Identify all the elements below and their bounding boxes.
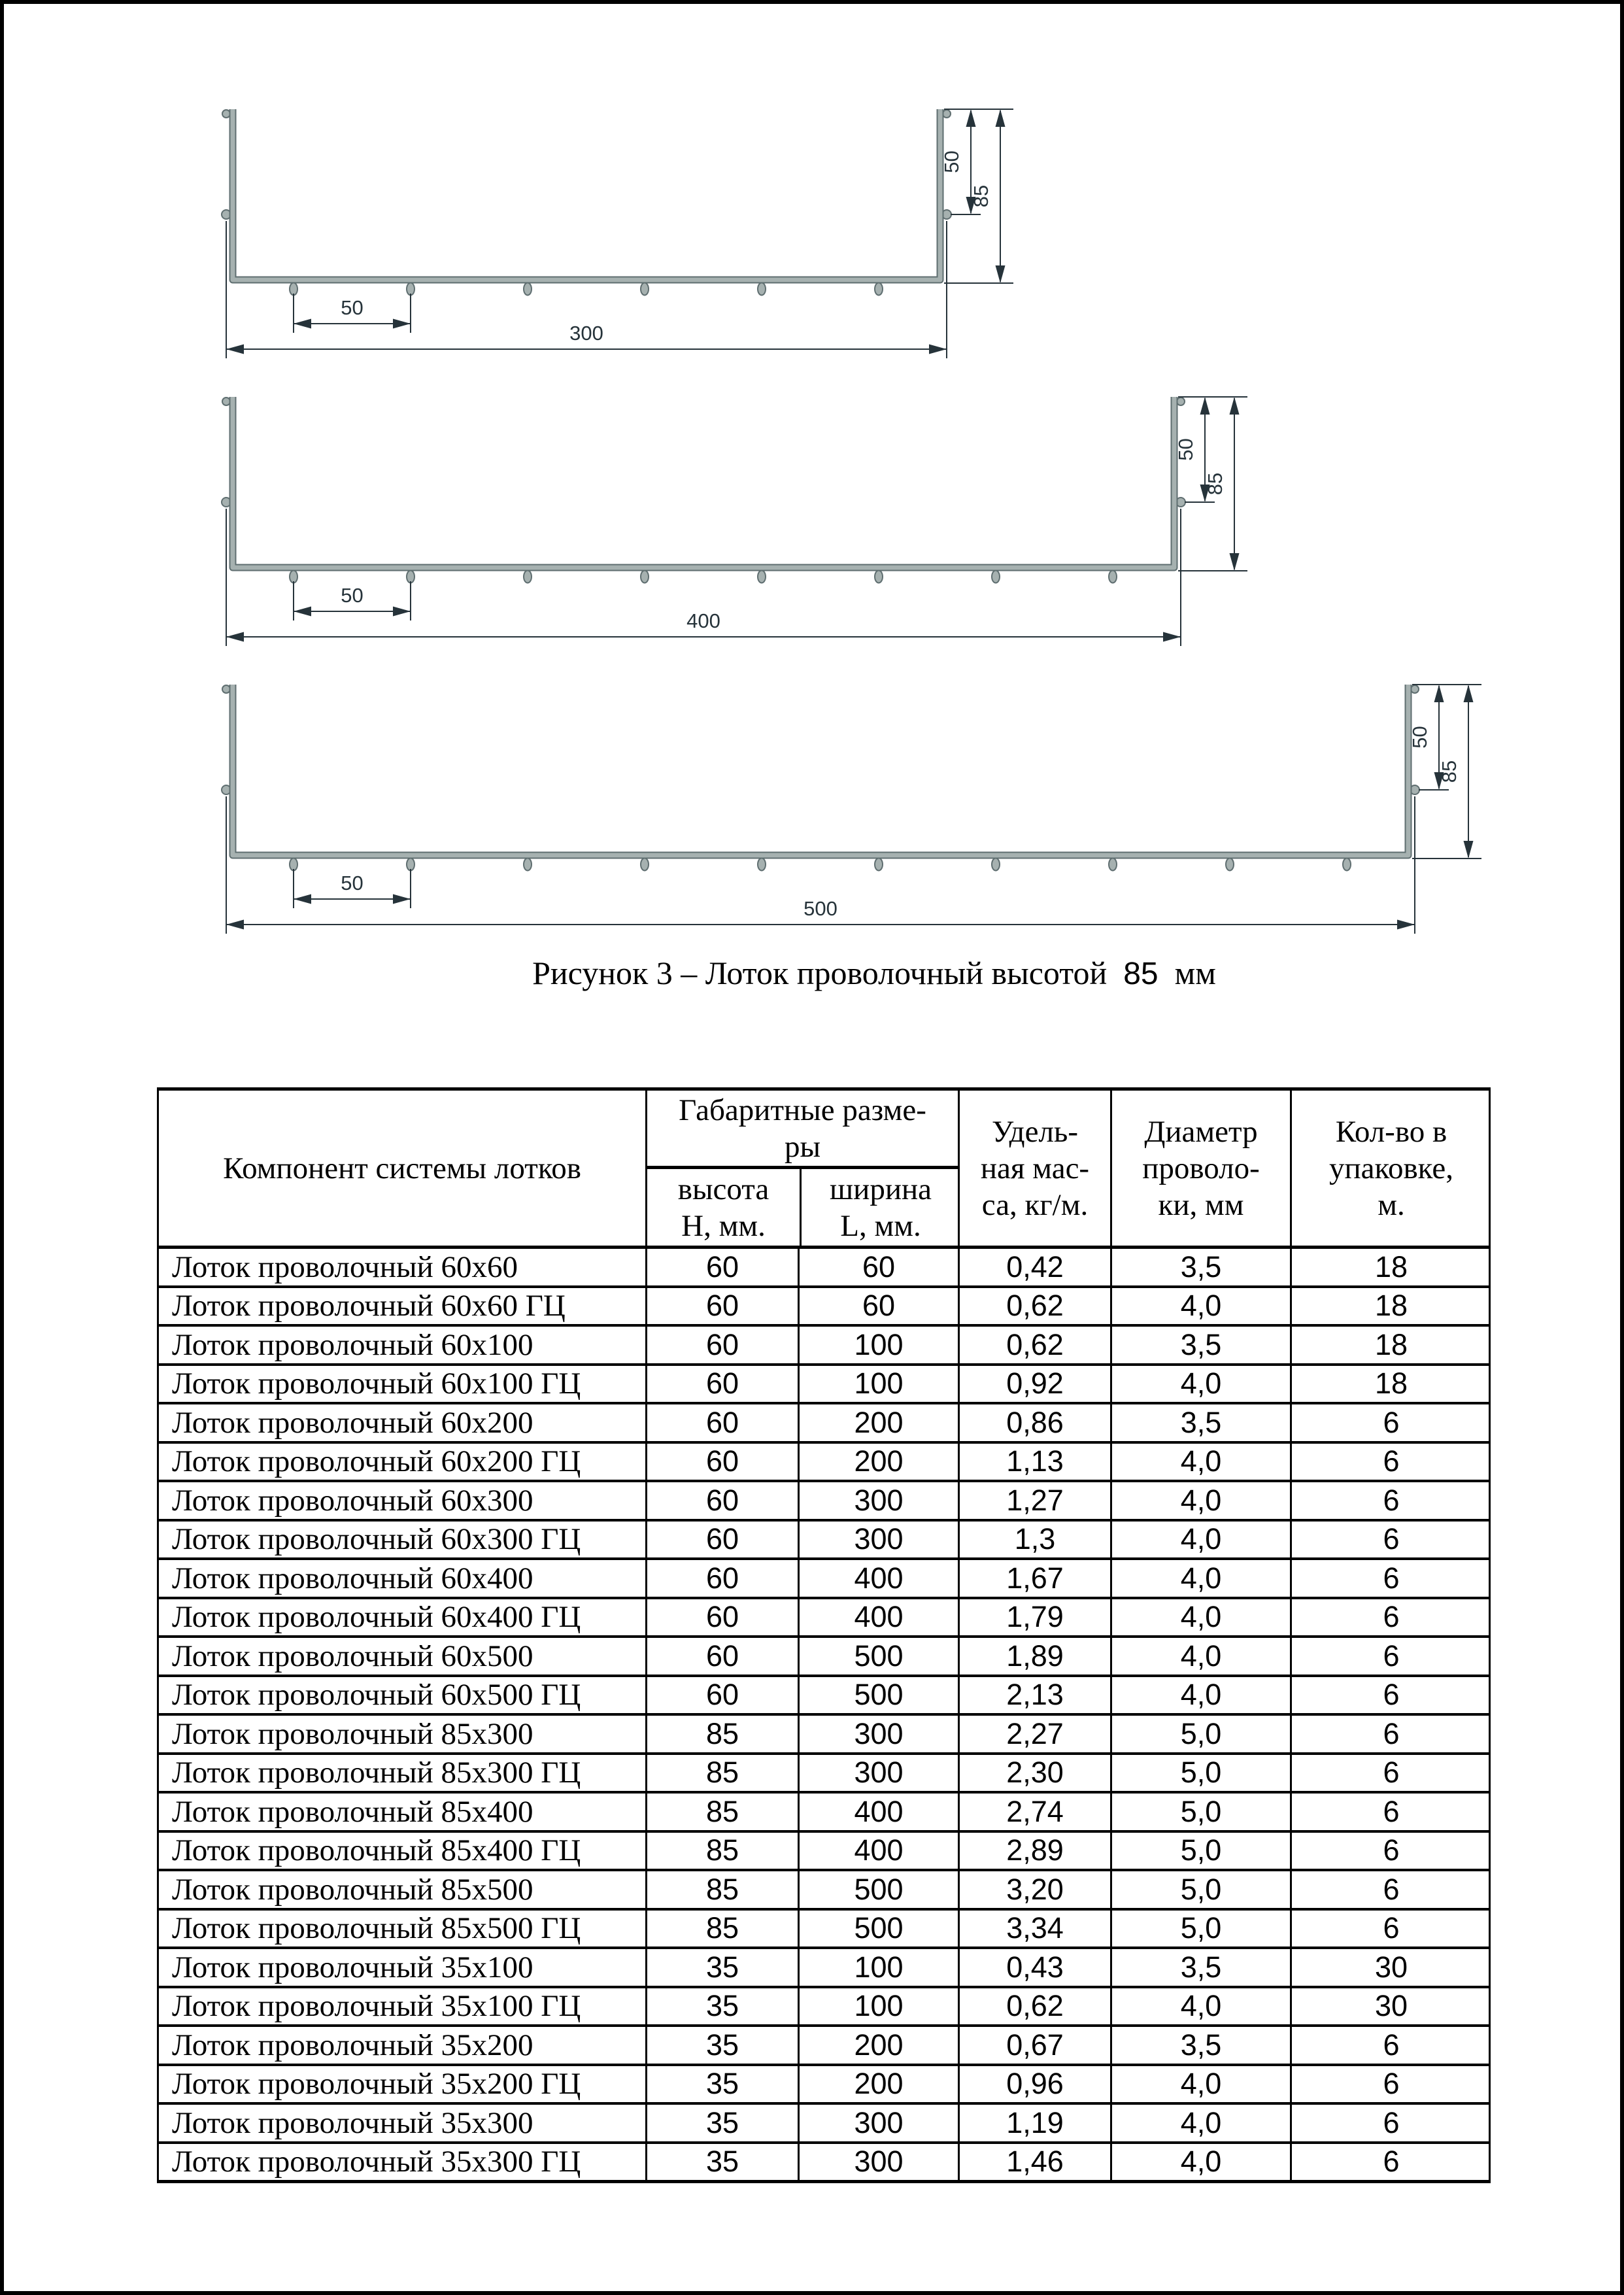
svg-text:50: 50 (940, 150, 963, 173)
table-row (159, 1791, 1489, 1830)
cell-mass: 0,67 (958, 2027, 1110, 2064)
cell-height: 85 (645, 1833, 798, 1869)
cell-width: 300 (798, 1755, 958, 1792)
svg-text:50: 50 (341, 584, 364, 607)
cell-component: Лоток проволочный 35х100 (172, 1950, 533, 1984)
cell-component: Лоток проволочный 60х60 ГЦ (172, 1289, 566, 1323)
table-row (159, 2024, 1489, 2064)
cell-width: 400 (798, 1560, 958, 1597)
table-row (159, 1674, 1489, 1714)
cell-mass: 0,62 (958, 1988, 1110, 2025)
cell-component: Лоток проволочный 35х200 (172, 2028, 533, 2062)
cell-height: 60 (645, 1288, 798, 1325)
table-row (159, 1480, 1489, 1519)
cell-mass: 2,27 (958, 1716, 1110, 1752)
cell-qty: 6 (1290, 1755, 1491, 1792)
cell-height: 35 (645, 2066, 798, 2103)
table-row (159, 1324, 1489, 1363)
cell-qty: 6 (1290, 1911, 1491, 1947)
cell-component: Лоток проволочный 85х300 (172, 1716, 533, 1751)
cell-height: 85 (645, 1716, 798, 1752)
cell-qty: 18 (1290, 1288, 1491, 1325)
cell-qty: 6 (1290, 1404, 1491, 1441)
cell-height: 60 (645, 1327, 798, 1363)
cell-diameter: 4,0 (1110, 2066, 1290, 2103)
header-package-qty: Кол-во в упаковке, м. (1290, 1091, 1491, 1246)
header-dimensions-title: Габаритные разме- ры (647, 1091, 958, 1169)
cell-height: 60 (645, 1522, 798, 1558)
svg-text:85: 85 (970, 184, 992, 208)
cell-height: 60 (645, 1677, 798, 1714)
table-row (159, 1946, 1489, 1986)
table-row (159, 1441, 1489, 1480)
svg-text:50: 50 (341, 296, 364, 319)
table-row (159, 1869, 1489, 1908)
table-row (159, 1713, 1489, 1752)
cell-width: 300 (798, 2144, 958, 2181)
cell-mass: 2,89 (958, 1833, 1110, 1869)
cell-qty: 6 (1290, 1560, 1491, 1597)
cell-component: Лоток проволочный 60х100 (172, 1327, 533, 1362)
cell-component: Лоток проволочный 60х200 (172, 1405, 533, 1440)
cell-width: 100 (798, 1988, 958, 2025)
cell-width: 200 (798, 2027, 958, 2064)
cell-diameter: 5,0 (1110, 1755, 1290, 1792)
cell-mass: 0,62 (958, 1327, 1110, 1363)
cell-height: 85 (645, 1911, 798, 1947)
svg-text:500: 500 (804, 897, 837, 920)
svg-text:400: 400 (686, 609, 720, 632)
cell-height: 35 (645, 1988, 798, 2025)
cell-qty: 6 (1290, 1716, 1491, 1752)
cell-width: 400 (798, 1794, 958, 1830)
cell-diameter: 3,5 (1110, 2027, 1290, 2064)
cell-mass: 2,30 (958, 1755, 1110, 1792)
cell-mass: 2,74 (958, 1794, 1110, 1830)
figure-caption (4, 953, 1620, 994)
svg-text:50: 50 (1408, 726, 1431, 749)
cell-diameter: 4,0 (1110, 1288, 1290, 1325)
cell-width: 400 (798, 1599, 958, 1636)
cell-height: 60 (645, 1249, 798, 1285)
cell-component: Лоток проволочный 85х300 ГЦ (172, 1756, 581, 1790)
cell-component: Лоток проволочный 60х400 (172, 1561, 533, 1595)
figure-caption-unit: мм (1174, 955, 1216, 991)
table-row (159, 1597, 1489, 1636)
cell-diameter: 3,5 (1110, 1249, 1290, 1285)
cell-height: 60 (645, 1404, 798, 1441)
cell-qty: 6 (1290, 2027, 1491, 2064)
cell-width: 300 (798, 1522, 958, 1558)
figure-caption-value: 85 (1123, 957, 1159, 991)
cell-qty: 6 (1290, 2144, 1491, 2181)
cell-height: 35 (645, 1949, 798, 1986)
cell-width: 300 (798, 1482, 958, 1519)
table-row (159, 1402, 1489, 1441)
cell-mass: 3,20 (958, 1871, 1110, 1908)
cell-width: 200 (798, 1404, 958, 1441)
cell-diameter: 4,0 (1110, 1366, 1290, 1402)
cell-qty: 6 (1290, 1444, 1491, 1480)
cell-width: 60 (798, 1288, 958, 1325)
table-row (159, 1249, 1489, 1285)
cell-component: Лоток проволочный 35х200 ГЦ (172, 2067, 581, 2101)
cell-height: 60 (645, 1444, 798, 1480)
cell-mass: 1,67 (958, 1560, 1110, 1597)
cell-diameter: 3,5 (1110, 1327, 1290, 1363)
cell-diameter: 4,0 (1110, 1988, 1290, 2025)
cell-diameter: 5,0 (1110, 1833, 1290, 1869)
cell-height: 85 (645, 1871, 798, 1908)
cell-qty: 6 (1290, 2066, 1491, 2103)
cell-mass: 2,13 (958, 1677, 1110, 1714)
tray-cross-section-drawings (4, 4, 1620, 952)
table-row (159, 1557, 1489, 1597)
cell-height: 85 (645, 1794, 798, 1830)
svg-text:85: 85 (1438, 760, 1461, 783)
cell-component: Лоток проволочный 60х400 ГЦ (172, 1600, 581, 1635)
header-height: высота H, мм. (677, 1172, 770, 1243)
header-width: ширина L, мм. (800, 1169, 960, 1246)
cell-height: 85 (645, 1755, 798, 1792)
table-row (159, 2064, 1489, 2103)
header-dimensions-group (645, 1091, 958, 1246)
cell-diameter: 3,5 (1110, 1949, 1290, 1986)
cell-width: 500 (798, 1677, 958, 1714)
table-row (159, 1363, 1489, 1402)
svg-text:300: 300 (569, 322, 603, 345)
cell-height: 60 (645, 1638, 798, 1674)
cell-height: 35 (645, 2144, 798, 2181)
cell-qty: 18 (1290, 1249, 1491, 1285)
cell-height: 60 (645, 1599, 798, 1636)
table-header (159, 1091, 1489, 1249)
cell-mass: 0,92 (958, 1366, 1110, 1402)
cell-diameter: 4,0 (1110, 1599, 1290, 1636)
header-wire-diameter: Диаметр проволо- ки, мм (1110, 1091, 1290, 1246)
cell-component: Лоток проволочный 85х400 (172, 1794, 533, 1829)
cell-width: 100 (798, 1327, 958, 1363)
cell-component: Лоток проволочный 35х100 ГЦ (172, 1989, 581, 2024)
cell-width: 100 (798, 1366, 958, 1402)
cell-diameter: 4,0 (1110, 1522, 1290, 1558)
svg-text:50: 50 (1174, 438, 1197, 461)
cell-qty: 6 (1290, 1833, 1491, 1869)
cell-height: 35 (645, 2105, 798, 2141)
table-row (159, 1830, 1489, 1869)
table-row (159, 2141, 1489, 2181)
cell-diameter: 4,0 (1110, 1638, 1290, 1674)
svg-text:85: 85 (1204, 472, 1226, 496)
cell-diameter: 4,0 (1110, 2144, 1290, 2181)
table-row (159, 1519, 1489, 1558)
table-row (159, 1986, 1489, 2025)
cell-mass: 0,96 (958, 2066, 1110, 2103)
cell-diameter: 5,0 (1110, 1911, 1290, 1947)
cell-mass: 1,19 (958, 2105, 1110, 2141)
cell-qty: 6 (1290, 1599, 1491, 1636)
cell-mass: 0,62 (958, 1288, 1110, 1325)
cell-component: Лоток проволочный 60х60 (172, 1250, 518, 1284)
header-mass: Удель- ная мас- са, кг/м. (958, 1091, 1110, 1246)
cell-mass: 0,42 (958, 1249, 1110, 1285)
cell-qty: 6 (1290, 1482, 1491, 1519)
cell-component: Лоток проволочный 85х400 ГЦ (172, 1833, 581, 1868)
cell-width: 500 (798, 1871, 958, 1908)
cell-mass: 1,27 (958, 1482, 1110, 1519)
cell-width: 60 (798, 1249, 958, 1285)
cell-component: Лоток проволочный 60х300 ГЦ (172, 1522, 581, 1557)
cell-qty: 6 (1290, 1677, 1491, 1714)
cell-qty: 30 (1290, 1949, 1491, 1986)
cell-qty: 18 (1290, 1366, 1491, 1402)
cell-diameter: 4,0 (1110, 1560, 1290, 1597)
cell-diameter: 3,5 (1110, 1404, 1290, 1441)
svg-text:50: 50 (341, 872, 364, 894)
cell-diameter: 5,0 (1110, 1716, 1290, 1752)
cell-qty: 30 (1290, 1988, 1491, 2025)
cell-width: 400 (798, 1833, 958, 1869)
cell-qty: 6 (1290, 1794, 1491, 1830)
cell-qty: 6 (1290, 1871, 1491, 1908)
spec-table (157, 1087, 1491, 2183)
cell-height: 60 (645, 1482, 798, 1519)
table-row (159, 1908, 1489, 1947)
cell-mass: 3,34 (958, 1911, 1110, 1947)
cell-diameter: 5,0 (1110, 1871, 1290, 1908)
cell-component: Лоток проволочный 35х300 ГЦ (172, 2145, 581, 2179)
cell-component: Лоток проволочный 85х500 ГЦ (172, 1911, 581, 1946)
cell-width: 200 (798, 2066, 958, 2103)
cell-component: Лоток проволочный 60х500 (172, 1639, 533, 1673)
cell-component: Лоток проволочный 60х500 ГЦ (172, 1678, 581, 1712)
cell-height: 35 (645, 2027, 798, 2064)
cell-diameter: 4,0 (1110, 2105, 1290, 2141)
cell-component: Лоток проволочный 60х100 ГЦ (172, 1367, 581, 1401)
cell-diameter: 4,0 (1110, 1482, 1290, 1519)
cell-width: 100 (798, 1949, 958, 1986)
figure-caption-text: Рисунок 3 – Лоток проволочный высотой (532, 955, 1108, 991)
cell-component: Лоток проволочный 35х300 (172, 2105, 533, 2140)
cell-height: 60 (645, 1560, 798, 1597)
cell-component: Лоток проволочный 60х300 (172, 1483, 533, 1518)
cell-width: 500 (798, 1911, 958, 1947)
cell-qty: 18 (1290, 1327, 1491, 1363)
header-component: Компонент системы лотков (223, 1151, 581, 1185)
table-row (159, 1285, 1489, 1325)
cell-mass: 1,89 (958, 1638, 1110, 1674)
table-row (159, 2102, 1489, 2141)
cell-mass: 0,43 (958, 1949, 1110, 1986)
cell-mass: 1,79 (958, 1599, 1110, 1636)
cell-mass: 0,86 (958, 1404, 1110, 1441)
cell-mass: 1,3 (958, 1522, 1110, 1558)
cell-component: Лоток проволочный 85х500 (172, 1872, 533, 1907)
cell-width: 200 (798, 1444, 958, 1480)
cell-qty: 6 (1290, 1522, 1491, 1558)
table-row (159, 1752, 1489, 1792)
cell-diameter: 4,0 (1110, 1444, 1290, 1480)
cell-qty: 6 (1290, 2105, 1491, 2141)
cell-width: 500 (798, 1638, 958, 1674)
cell-height: 60 (645, 1366, 798, 1402)
cell-qty: 6 (1290, 1638, 1491, 1674)
cell-diameter: 4,0 (1110, 1677, 1290, 1714)
cell-mass: 1,13 (958, 1444, 1110, 1480)
cell-component: Лоток проволочный 60х200 ГЦ (172, 1444, 581, 1479)
table-row (159, 1635, 1489, 1674)
cell-mass: 1,46 (958, 2144, 1110, 2181)
cell-width: 300 (798, 1716, 958, 1752)
cell-width: 300 (798, 2105, 958, 2141)
cell-diameter: 5,0 (1110, 1794, 1290, 1830)
table-body (159, 1249, 1489, 2180)
